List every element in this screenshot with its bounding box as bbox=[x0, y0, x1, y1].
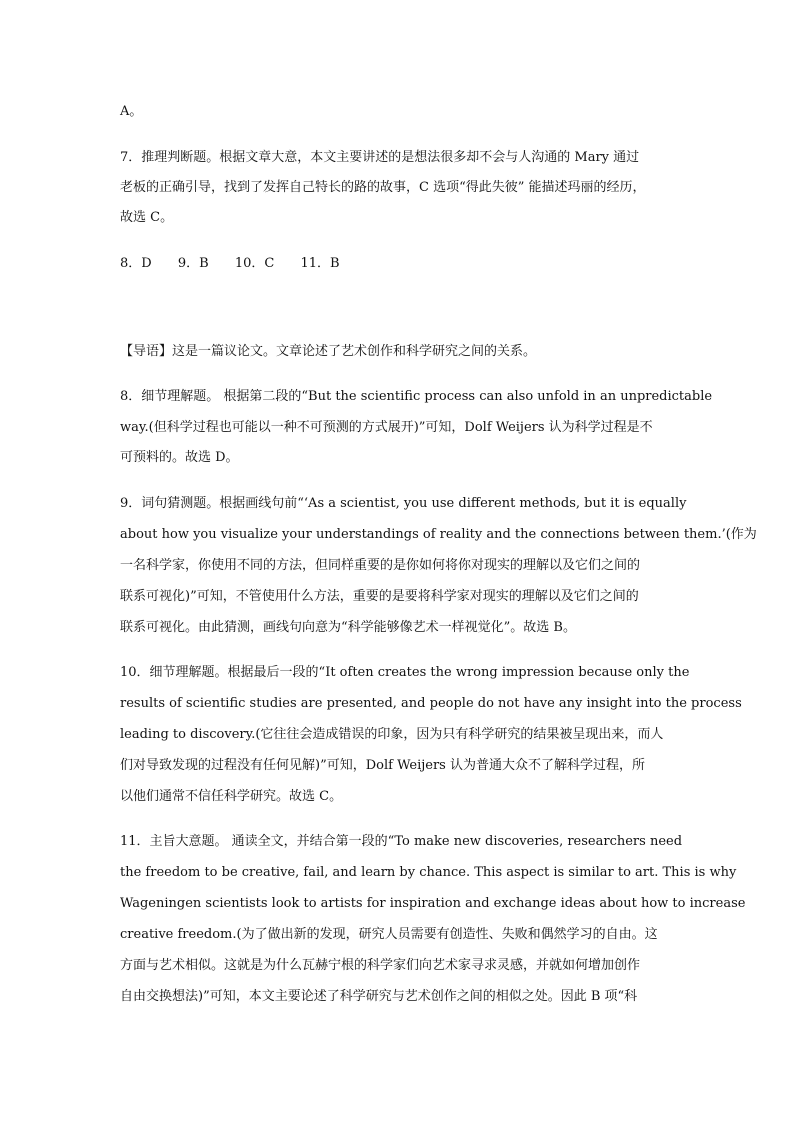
q10-line-5: 以他们通常不信任科学研究。故选 C。 bbox=[120, 789, 343, 804]
q9-line-1: 9．词句猜测题。根据画线句前“‘As a scientist, you use different methods, but it is equally bbox=[120, 496, 687, 511]
q8-line-1: 8．细节理解题。 根据第二段的“But the scientific process can also unfold in an unpredictable bbox=[120, 389, 713, 404]
q9-line-4: 联系可视化)”可知，不管使用什么方法，重要的是要将科学家对现实的理解以及它们之间的 bbox=[120, 589, 639, 604]
q7-line-1: 7．推理判断题。根据文章大意，本文主要讲述的是想法很多却不会与人沟通的 Mary 通过 bbox=[120, 150, 640, 165]
q10-line-1: 10．细节理解题。根据最后一段的“It often creates the wrong impression because only the bbox=[120, 665, 690, 680]
q6-answer-tail: A。 bbox=[120, 104, 143, 119]
passage-intro: 【导语】这是一篇议论文。文章论述了艺术创作和科学研究之间的关系。 bbox=[120, 344, 537, 359]
q11-line-4: creative freedom.(为了做出新的发现，研究人员需要有创造性、失败和偶然学习的自由。这 bbox=[120, 927, 658, 942]
q7-line-3: 故选 C。 bbox=[120, 210, 174, 225]
answer-key bbox=[120, 254, 680, 274]
q11-line-3: Wageningen scientists look to artists for inspiration and exchange ideas about how to increase bbox=[120, 896, 746, 911]
q8-line-3: 可预料的。故选 D。 bbox=[120, 450, 239, 465]
q10-line-3: leading to discovery.(它往往会造成错误的印象，因为只有科学研究的结果被呈现出来，而人 bbox=[120, 727, 664, 742]
q10-line-2: results of scientific studies are presented, and people do not have any insight into the process bbox=[120, 696, 742, 711]
q9-line-2: about how you visualize your understandings of reality and the connections between them.’(作为 bbox=[120, 527, 757, 542]
answer-8: 8．D bbox=[120, 256, 152, 271]
answer-11: 11．B bbox=[300, 256, 340, 271]
q11-line-2: the freedom to be creative, fail, and learn by chance. This aspect is similar to art. This is why bbox=[120, 865, 737, 880]
q11-line-1: 11．主旨大意题。 通读全文，并结合第一段的“To make new discoveries, researchers need bbox=[120, 834, 683, 849]
q9-line-5: 联系可视化。由此猜测，画线句向意为“科学能够像艺术一样视觉化”。故选 B。 bbox=[120, 620, 576, 635]
answer-10: 10．C bbox=[234, 256, 275, 271]
q11-line-5: 方面与艺术相似。这就是为什么瓦赫宁根的科学家们向艺术家寻求灵感，并就如何增加创作 bbox=[120, 958, 641, 973]
q11-line-6: 自由交换想法)”可知，本文主要论述了科学研究与艺术创作之间的相似之处。因此 B 项“科 bbox=[120, 989, 638, 1004]
q8-line-2: way.(但科学过程也可能以一种不可预测的方式展开)”可知，Dolf Weijers 认为科学过程是不 bbox=[120, 420, 653, 435]
q9-line-3: 一名科学家，你使用不同的方法，但同样重要的是你如何将你对现实的理解以及它们之间的 bbox=[120, 558, 641, 573]
q10-line-4: 们对导致发现的过程没有任何见解)”可知，Dolf Weijers 认为普通大众不了解科学过程，所 bbox=[120, 758, 645, 773]
answer-9: 9．B bbox=[177, 256, 209, 271]
q7-line-2: 老板的正确引导，找到了发挥自己特长的路的故事，C 选项“得此失彼” 能描述玛丽的经历， bbox=[120, 180, 646, 195]
